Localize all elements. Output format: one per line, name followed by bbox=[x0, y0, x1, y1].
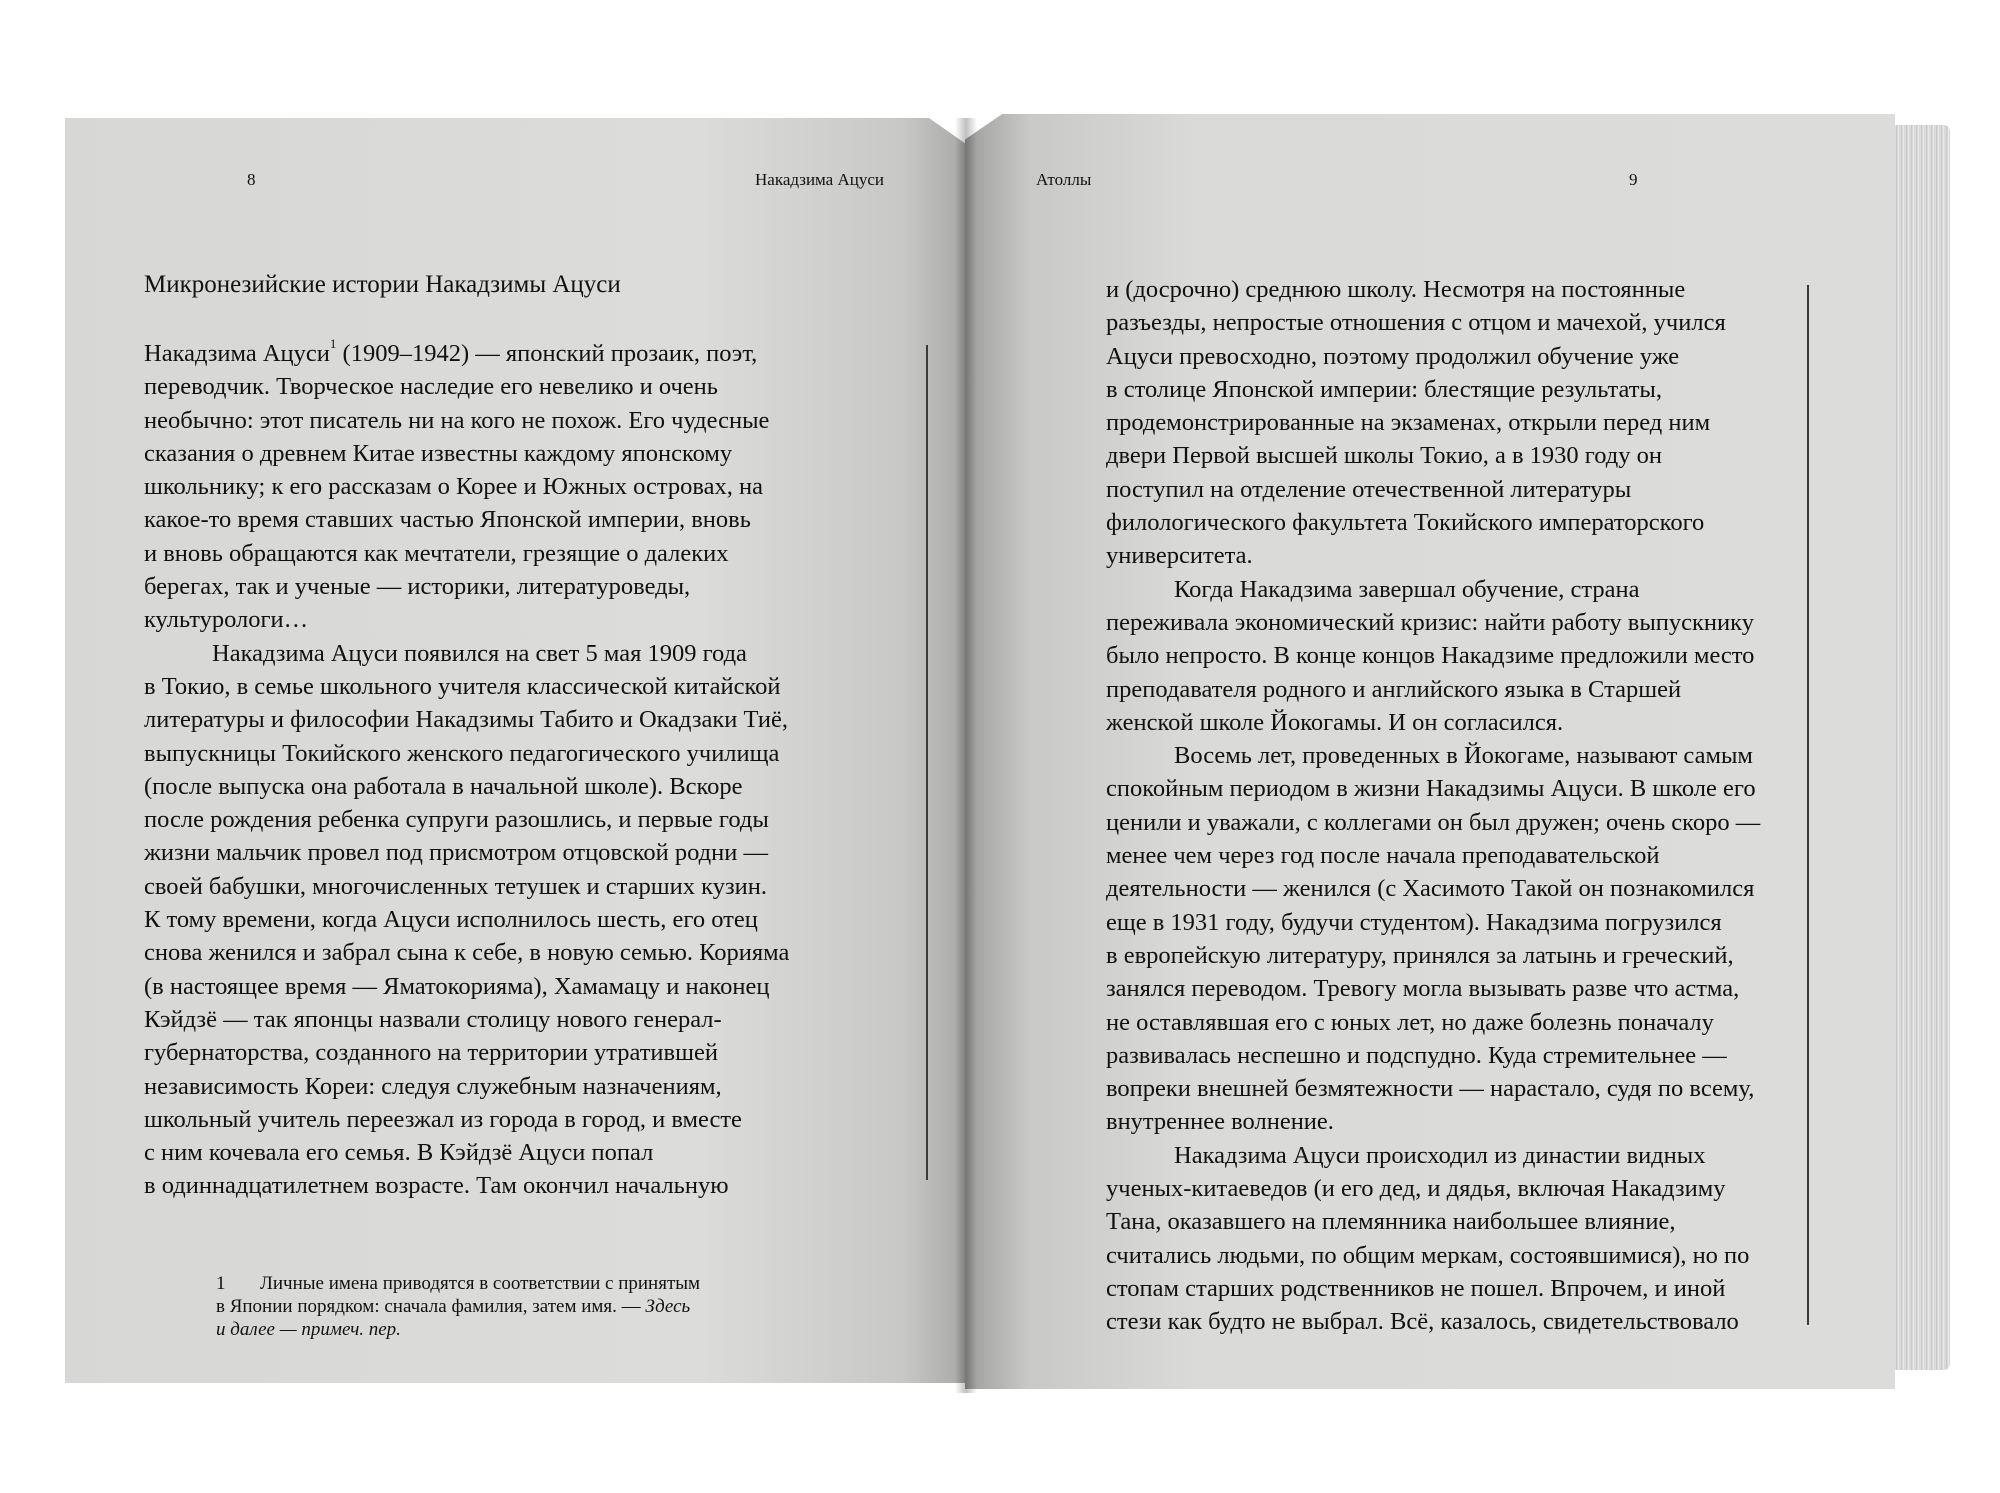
footnote bbox=[216, 1272, 816, 1341]
footnote-line: в Японии порядком: сначала фамилия, затем имя. — Здесь bbox=[216, 1296, 691, 1317]
right-running-head: Атоллы bbox=[1036, 170, 1092, 189]
body-line: берегах, так и ученые — историки, литературоведы, bbox=[144, 573, 691, 601]
footnote-line: 1 Личные имена приводятся в соответствии с принятым bbox=[216, 1273, 701, 1294]
body-line: в одиннадцатилетнем возрасте. Там окончил начальную bbox=[144, 1172, 729, 1200]
body-line: независимость Кореи: следуя служебным назначениям, bbox=[144, 1072, 722, 1100]
body-line: какое-то время ставших частью Японской империи, вновь bbox=[144, 506, 751, 534]
body-line: после рождения ребенка супруги разошлись, и первые годы bbox=[144, 806, 769, 834]
body-line: внутреннее волнение. bbox=[1106, 1108, 1334, 1136]
body-line: Кэйдзё — так японцы назвали столицу нового генерал- bbox=[144, 1005, 722, 1033]
left-margin-rule bbox=[926, 345, 928, 1180]
body-line: развивалась неспешно и подспудно. Куда стремительнее — bbox=[1106, 1041, 1727, 1069]
right-page-number: 9 bbox=[1629, 170, 1638, 189]
body-line: было непросто. В конце концов Накадзиме предложили место bbox=[1106, 642, 1755, 670]
body-line: разъезды, непростые отношения с отцом и мачехой, учился bbox=[1106, 309, 1726, 337]
footnote-ref[interactable]: 1 bbox=[329, 336, 337, 351]
footnote-number: 1 bbox=[216, 1273, 226, 1294]
body-line: филологического факультета Токийского императорского bbox=[1106, 509, 1705, 537]
body-line: снова женился и забрал сына к себе, в новую семью. Корияма bbox=[144, 939, 790, 967]
body-line: деятельности — женился (с Хасимото Такой он познакомился bbox=[1106, 875, 1755, 903]
body-line: считались людьми, по общим меркам, состоявшимися), но по bbox=[1106, 1241, 1750, 1269]
body-line: жизни мальчик провел под присмотром отцовской родни — bbox=[144, 839, 768, 867]
body-line: занялся переводом. Тревогу могла вызывать разве что астма, bbox=[1106, 975, 1740, 1003]
body-line: необычно: этот писатель ни на кого не похож. Его чудесные bbox=[144, 406, 770, 434]
body-line: школьный учитель переезжал из города в город, и вместе bbox=[144, 1105, 742, 1133]
body-line: преподавателя родного и английского языка в Старшей bbox=[1106, 675, 1682, 703]
body-line: не оставлявшая его с юных лет, но даже болезнь поначалу bbox=[1106, 1008, 1714, 1036]
right-body-text bbox=[1106, 273, 1760, 1339]
body-line: ценили и уважали, с коллегами он был дружен; очень скоро — bbox=[1106, 808, 1761, 836]
left-page-number: 8 bbox=[247, 170, 256, 189]
body-line: переживала экономический кризис: найти работу выпускнику bbox=[1106, 608, 1754, 636]
body-line: женской школе Йокогамы. И он согласился. bbox=[1106, 708, 1564, 736]
body-line: Накадзима Ацуси$^1$ (1909–1942) — японский прозаик, поэт, bbox=[144, 336, 758, 367]
body-line: продемонстрированные на экзаменах, открыли перед ним bbox=[1106, 409, 1711, 437]
body-line: двери Первой высшей школы Токио, а в 1930 году он bbox=[1106, 442, 1662, 470]
body-line: (в настоящее время — Яматокорияма), Хамамацу и наконец bbox=[144, 972, 770, 1000]
page-edges bbox=[1890, 125, 1950, 1370]
body-line: Тана, оказавшего на племянника наибольшее влияние, bbox=[1106, 1208, 1676, 1236]
body-line: менее чем через год после начала преподавательской bbox=[1106, 842, 1660, 870]
body-line: в европейскую литературу, принялся за латынь и греческий, bbox=[1106, 941, 1734, 969]
book-gutter bbox=[955, 118, 977, 1393]
left-running-head: Накадзима Ацуси bbox=[755, 170, 884, 189]
body-line: стопам старших родственников не пошел. Впрочем, и иной bbox=[1106, 1274, 1726, 1302]
body-line: и вновь обращаются как мечтатели, грезящие о далеких bbox=[144, 539, 729, 567]
body-line: в Токио, в семье школьного учителя классической китайской bbox=[144, 672, 781, 700]
body-line: своей бабушки, многочисленных тетушек и старших кузин. bbox=[144, 872, 767, 900]
body-line: еще в 1931 году, будучи студентом). Накадзима погрузился bbox=[1106, 908, 1722, 936]
body-line: выпускницы Токийского женского педагогического училища bbox=[144, 739, 780, 767]
body-line: (после выпуска она работала в начальной школе). Вскоре bbox=[144, 772, 743, 800]
body-line: сказания о древнем Китае известны каждому японскому bbox=[144, 439, 733, 467]
body-line: К тому времени, когда Ацуси исполнилось шесть, его отец bbox=[144, 906, 758, 934]
body-line: Ацуси превосходно, поэтому продолжил обучение уже bbox=[1106, 342, 1680, 370]
right-margin-rule bbox=[1807, 285, 1809, 1325]
body-line: университета. bbox=[1106, 542, 1253, 570]
body-line: стези как будто не выбрал. Всё, казалось, свидетельствовало bbox=[1106, 1308, 1739, 1336]
body-line: культурологи… bbox=[144, 606, 309, 634]
body-line: спокойным периодом в жизни Накадзимы Ацуси. В школе его bbox=[1106, 775, 1756, 803]
body-line: Накадзима Ацуси происходил из династии видных bbox=[1174, 1141, 1706, 1169]
body-line: переводчик. Творческое наследие его невелико и очень bbox=[144, 373, 718, 401]
body-line: литературы и философии Накадзимы Табито и Окадзаки Тиё, bbox=[144, 706, 788, 734]
body-line: и (досрочно) среднюю школу. Несмотря на постоянные bbox=[1106, 276, 1686, 303]
body-line: вопреки внешней безмятежности — нарастало, судя по всему, bbox=[1106, 1075, 1755, 1103]
body-line: поступил на отделение отечественной литературы bbox=[1106, 475, 1632, 503]
body-line: Восемь лет, проведенных в Йокогаме, называют самым bbox=[1174, 742, 1753, 770]
body-line: Накадзима Ацуси появился на свет 5 мая 1909 года bbox=[212, 639, 747, 667]
body-line: Когда Накадзима завершал обучение, страна bbox=[1174, 575, 1640, 603]
body-line: губернаторства, созданного на территории утратившей bbox=[144, 1039, 718, 1067]
footnote-line: и далее — примеч. пер. bbox=[216, 1319, 401, 1340]
body-line: в столице Японской империи: блестящие результаты, bbox=[1106, 375, 1662, 403]
chapter-title: Микронезийские истории Накадзимы Ацуси bbox=[144, 271, 621, 298]
body-line: ученых-китаеведов (и его дед, и дядья, включая Накадзиму bbox=[1106, 1175, 1726, 1203]
left-body-text bbox=[144, 337, 789, 1203]
body-line: школьнику; к его рассказам о Корее и Южных островах, на bbox=[144, 473, 763, 501]
body-line: с ним кочевала его семья. В Кэйдзё Ацуси попал bbox=[144, 1139, 654, 1167]
